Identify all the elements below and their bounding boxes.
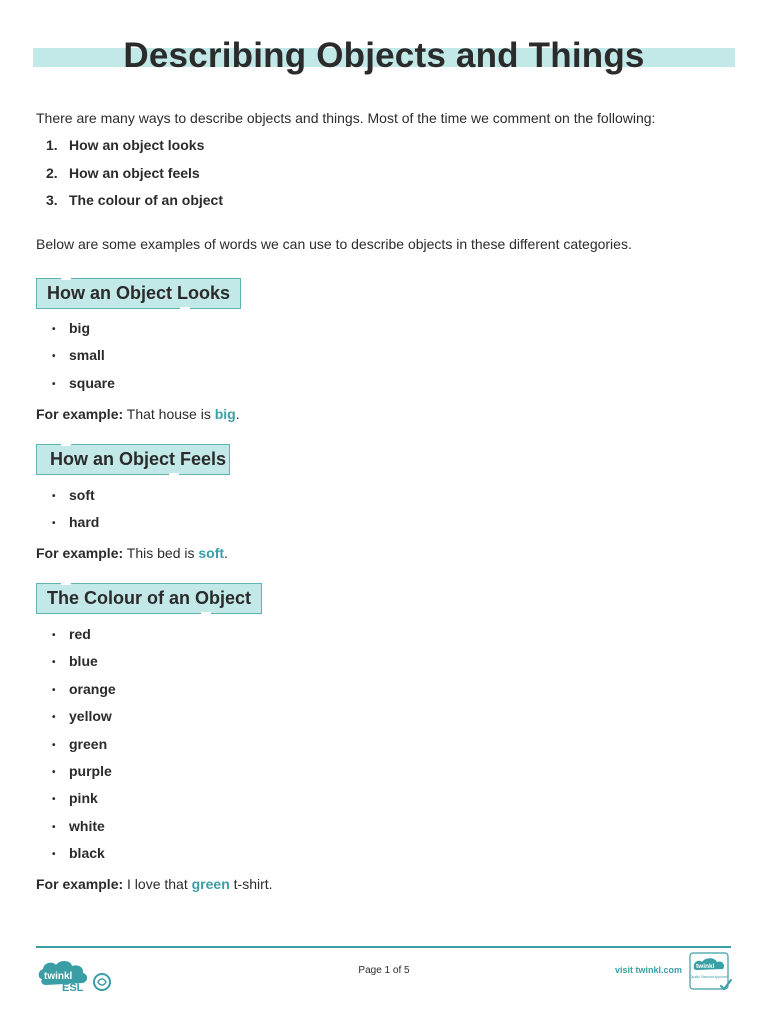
- bullet-icon: •: [52, 657, 56, 669]
- bullet-icon: •: [52, 351, 56, 363]
- list-item: [52, 681, 116, 708]
- example-text-end: .: [235, 406, 240, 422]
- page-number: Page 1 of 5: [358, 965, 410, 976]
- bullet-icon: •: [52, 378, 56, 390]
- word: white: [69, 817, 105, 834]
- numbered-item: [46, 192, 223, 220]
- word: red: [69, 626, 91, 642]
- word: blue: [69, 653, 98, 670]
- item-text: How an object feels: [69, 164, 200, 181]
- example-highlight-word: green: [191, 876, 230, 892]
- list-item: [52, 375, 115, 402]
- example-colour: [36, 876, 273, 892]
- intro-text: There are many ways to describe objects and things. Most of the time we comment on the following:: [36, 110, 656, 126]
- bullet-icon: •: [52, 684, 56, 696]
- item-text: The colour of an object: [69, 192, 224, 208]
- footer-divider: [36, 946, 731, 948]
- word: big: [69, 320, 90, 336]
- badge-text: Quality Standard Approved: [689, 975, 729, 979]
- bullet-icon: •: [52, 821, 56, 833]
- logo-text: twinkl: [44, 971, 73, 982]
- list-item: [52, 653, 116, 680]
- page-title: Describing Objects and Things: [123, 36, 645, 75]
- item-number: 3.: [46, 192, 58, 208]
- section-heading-looks: How an Object Looks: [36, 278, 241, 309]
- word: black: [69, 845, 105, 862]
- bullet-icon: •: [52, 630, 56, 641]
- word-list-feels: [52, 487, 99, 542]
- bullet-icon: •: [52, 324, 56, 335]
- list-item: [52, 626, 116, 653]
- section-heading-colour: The Colour of an Object: [36, 583, 262, 614]
- example-label: For example:: [36, 406, 124, 422]
- word: small: [69, 347, 105, 364]
- example-highlight-word: soft: [198, 545, 225, 561]
- example-label: For example:: [36, 545, 124, 561]
- list-item: [52, 487, 99, 514]
- example-feels: [36, 545, 228, 561]
- word: soft: [69, 487, 95, 503]
- list-item: [52, 845, 116, 872]
- example-text: That house is: [123, 406, 215, 422]
- numbered-item: [46, 137, 223, 165]
- example-label: For example:: [36, 876, 124, 892]
- word-list-colour: [52, 626, 116, 873]
- numbered-list: [46, 137, 223, 220]
- list-item: [52, 790, 116, 817]
- example-text-end: .: [224, 545, 228, 561]
- item-number: 1.: [46, 137, 58, 153]
- word: square: [69, 374, 115, 391]
- bullet-icon: •: [52, 491, 56, 502]
- bullet-icon: •: [52, 712, 56, 724]
- quality-badge-icon: [689, 952, 733, 992]
- badge-brand: twinkl: [696, 963, 715, 970]
- bullet-icon: •: [52, 849, 56, 861]
- visit-link[interactable]: visit twinkl.com: [614, 965, 682, 975]
- word: pink: [69, 790, 98, 807]
- bullet-icon: •: [52, 794, 56, 806]
- list-item: [52, 763, 116, 790]
- example-text: I love that: [123, 876, 192, 892]
- numbered-item: [46, 165, 223, 193]
- word: yellow: [69, 708, 112, 725]
- word: hard: [69, 514, 100, 531]
- example-text-end: t-shirt.: [229, 876, 273, 892]
- list-item: [52, 320, 115, 347]
- categories-intro-text: Below are some examples of words we can use to describe objects in these different categories.: [36, 236, 632, 252]
- list-item: [52, 736, 116, 763]
- example-looks: [36, 406, 240, 422]
- list-item: [52, 347, 115, 374]
- item-text: How an object looks: [69, 137, 205, 153]
- bullet-icon: •: [52, 739, 56, 751]
- word-list-looks: [52, 320, 115, 402]
- section-heading-feels: How an Object Feels: [36, 444, 230, 475]
- list-item: [52, 514, 99, 541]
- logo-sub-text: ESL: [62, 982, 84, 994]
- list-item: [52, 708, 116, 735]
- example-text: This bed is: [123, 545, 199, 561]
- item-number: 2.: [46, 164, 58, 181]
- word: orange: [69, 680, 116, 697]
- list-item: [52, 818, 116, 845]
- example-highlight-word: big: [214, 406, 236, 422]
- word: purple: [69, 762, 112, 779]
- bullet-icon: •: [52, 518, 56, 530]
- bullet-icon: •: [52, 766, 56, 778]
- word: green: [69, 735, 108, 752]
